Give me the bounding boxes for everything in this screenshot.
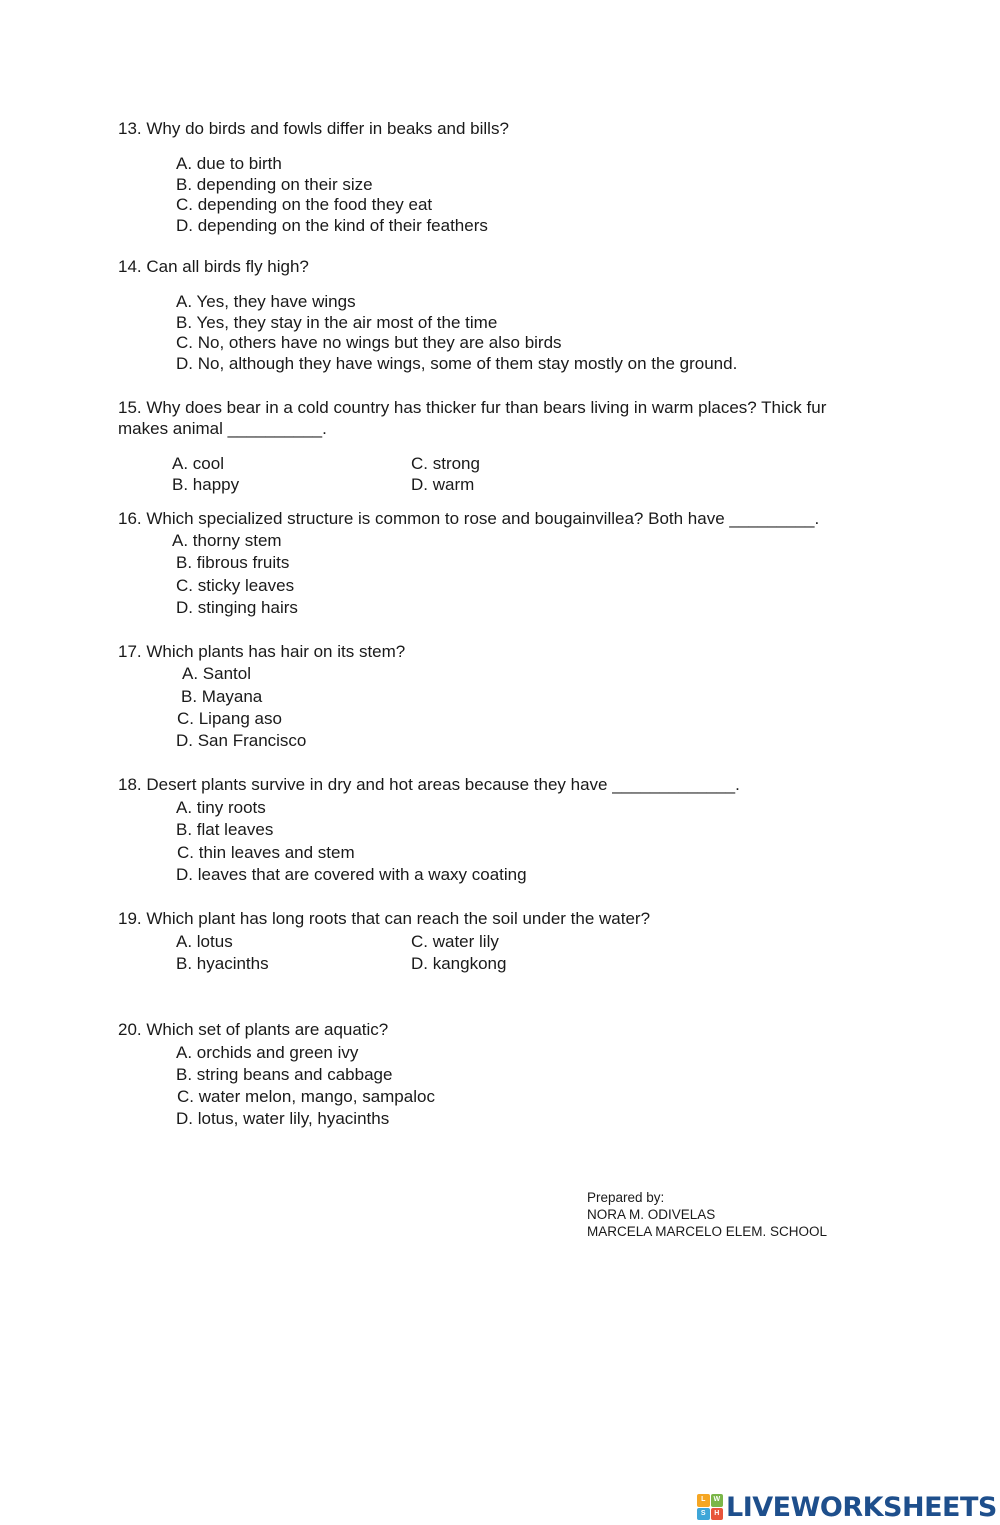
question-20-option-c: C. water melon, mango, sampaloc: [177, 1087, 435, 1106]
logo-tile-h: H: [711, 1508, 724, 1521]
question-17-option-d: D. San Francisco: [176, 731, 307, 750]
question-13-text: 13. Why do birds and fowls differ in beaks and bills?: [118, 119, 509, 138]
question-19-option-b: B. hyacinths: [176, 954, 269, 973]
liveworksheets-logo-text: LIVEWORKSHEETS: [726, 1491, 997, 1523]
question-16-option-d: D. stinging hairs: [176, 598, 298, 617]
question-18-text: 18. Desert plants survive in dry and hot areas because they have _____________.: [118, 775, 740, 794]
question-16-option-c: C. sticky leaves: [176, 576, 295, 595]
school-name: MARCELA MARCELO ELEM. SCHOOL: [587, 1224, 828, 1239]
question-19-text: 19. Which plant has long roots that can reach the soil under the water?: [118, 909, 651, 928]
prepared-by-block: [587, 1189, 827, 1240]
question-14-text: 14. Can all birds fly high?: [118, 257, 309, 276]
liveworksheets-brand: [697, 1489, 997, 1525]
question-17-option-b: B. Mayana: [181, 687, 263, 706]
question-14-option-a: A. Yes, they have wings: [176, 292, 356, 311]
question-20-text: 20. Which set of plants are aquatic?: [118, 1020, 389, 1039]
question-15-option-d: D. warm: [411, 475, 475, 494]
question-15-text-line1: 15. Why does bear in a cold country has thicker fur than bears living in warm places? Thick fur: [118, 398, 827, 417]
question-15-text-line2: makes animal __________.: [118, 419, 327, 438]
logo-tile-w: W: [711, 1494, 724, 1507]
liveworksheets-logo-icon: [697, 1494, 723, 1520]
question-16-option-b: B. fibrous fruits: [176, 553, 290, 572]
question-14-option-c: C. No, others have no wings but they are also birds: [176, 333, 562, 352]
question-17-option-a: A. Santol: [182, 664, 251, 683]
question-19-option-c: C. water lily: [411, 932, 499, 951]
author-name: NORA M. ODIVELAS: [587, 1207, 716, 1222]
question-18-option-d: D. leaves that are covered with a waxy coating: [176, 865, 527, 884]
question-17-text: 17. Which plants has hair on its stem?: [118, 642, 406, 661]
question-13-option-d: D. depending on the kind of their feathers: [176, 216, 488, 235]
question-18-option-a: A. tiny roots: [176, 798, 266, 817]
question-15-option-c: C. strong: [411, 454, 480, 473]
question-19-option-a: A. lotus: [176, 932, 233, 951]
logo-tile-s: S: [697, 1508, 710, 1521]
question-13-option-c: C. depending on the food they eat: [176, 195, 433, 214]
question-20-option-b: B. string beans and cabbage: [176, 1065, 393, 1084]
question-16-text: 16. Which specialized structure is common to rose and bougainvillea? Both have _________.: [118, 509, 820, 528]
question-18-option-c: C. thin leaves and stem: [177, 843, 355, 862]
question-15-option-a: A. cool: [172, 454, 224, 473]
question-13-option-a: A. due to birth: [176, 154, 282, 173]
question-17-option-c: C. Lipang aso: [177, 709, 282, 728]
question-20-option-d: D. lotus, water lily, hyacinths: [176, 1109, 390, 1128]
question-16-option-a: A. thorny stem: [172, 531, 282, 550]
question-15-option-b: B. happy: [172, 475, 240, 494]
question-19-option-d: D. kangkong: [411, 954, 507, 973]
question-13-option-b: B. depending on their size: [176, 175, 373, 194]
question-20-option-a: A. orchids and green ivy: [176, 1043, 359, 1062]
logo-tile-l: L: [697, 1494, 710, 1507]
prepared-by-label: Prepared by:: [587, 1190, 665, 1205]
question-14-option-d: D. No, although they have wings, some of them stay mostly on the ground.: [176, 354, 738, 373]
question-18-option-b: B. flat leaves: [176, 820, 274, 839]
question-14-option-b: B. Yes, they stay in the air most of the time: [176, 313, 498, 332]
